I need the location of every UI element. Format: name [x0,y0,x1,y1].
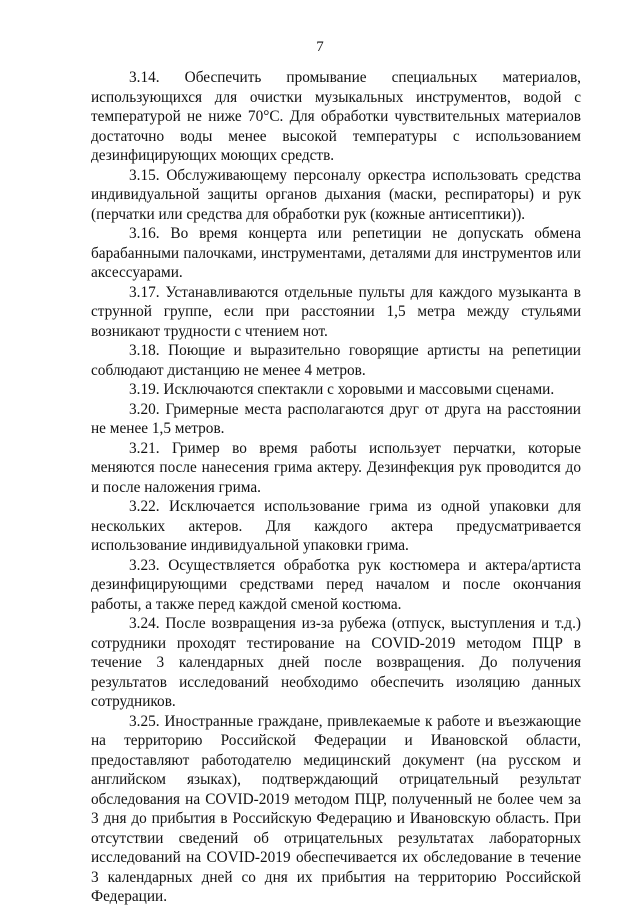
paragraph-3-22: 3.22. Исключается использование грима из одной упаковки для нескольких актеров. Для каждого актера предусматривается использование индивидуальной упаковки грима. [91,498,581,554]
paragraph-3-21: 3.21. Гример во время работы использует перчатки, которые меняются после нанесения грима актеру. Дезинфекция рук проводится до и после наложения грима. [91,439,581,496]
paragraph-3-15: 3.15. Обслуживающему персоналу оркестра использовать средства индивидуальной защиты органов дыхания (маски, респираторы) и рук (перчатки или средства для обработки рук (кожные антисептики)). [91,166,581,223]
paragraph-3-14: 3.14. Обеспечить промывание специальных материалов, использующихся для очистки музыкальных инструментов, водой с температурой не ниже 70°С. Для обработки чувствительных материалов достаточно воды менее высокой температуры с использованием дезинфицирующих моющих средств. [91,69,581,164]
paragraph-3-20: 3.20. Гримерные места располагаются друг от друга на расстоянии не менее 1,5 метров. [91,400,581,437]
page-number: 7 [316,39,324,55]
paragraph-3-18: 3.18. Поющие и выразительно говорящие артисты на репетиции соблюдают дистанцию не менее 4 метров. [91,342,581,379]
paragraph-3-17: 3.17. Устанавливаются отдельные пульты для каждого музыканта в струнной группе, если при расстоянии 1,5 метра между стульями возникают трудности с чтением нот. [91,283,581,340]
paragraph-3-16: 3.16. Во время концерта или репетиции не допускать обмена барабанными палочками, инструментами, деталями для инструментов или аксессуарами. [91,225,581,281]
paragraph-3-19: 3.19. Исключаются спектакли с хоровыми и массовыми сценами. [129,381,555,398]
document-body [91,68,581,907]
paragraph-3-23: 3.23. Осуществляется обработка рук костюмера и актера/артиста дезинфицирующими средствами перед началом и после окончания работы, а также перед каждой сменой костюма. [91,556,581,613]
paragraph-3-24: 3.24. После возвращения из-за рубежа (отпуск, выступления и т.д.) сотрудники проходят тестирование на COVID-2019 методом ПЦР в течение 3 календарных дней после возвращения. До получения результатов исследований необходимо обеспечить изоляцию данных сотрудников. [91,615,581,710]
paragraph-3-25: 3.25. Иностранные граждане, привлекаемые к работе и въезжающие на территорию Российской Федерации и Ивановской области, предоставляют работодателю медицинский документ (на русском и английском языках), подтверждающий отрицательный результат обследования на COVID-2019 методом ПЦР, полученный не более чем за 3 дня до прибытия в Российскую Федерацию и Ивановскую область. При отсутствии сведений об отрицательных результатах лабораторных исследований на COVID-2019 обеспечивается их обследование в течение 3 календарных дней со дня их прибытия на территорию Российской Федерации. [91,712,581,905]
